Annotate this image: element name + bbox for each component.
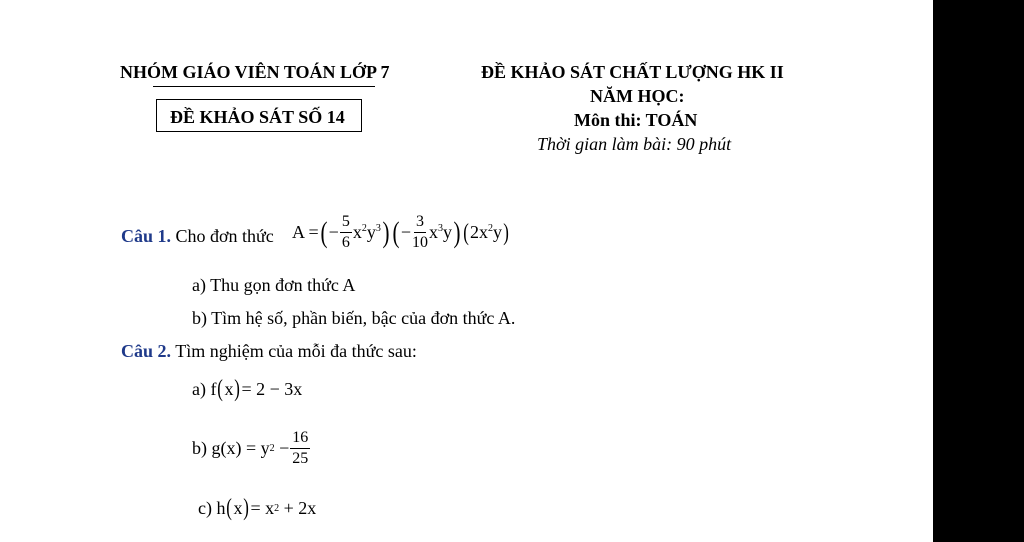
paren-open: (: [463, 219, 469, 246]
question1-part-a: a) Thu gọn đơn thức A: [192, 275, 356, 295]
part-b-minus: −: [279, 438, 290, 458]
question2-part-b: [192, 430, 311, 467]
exam-title: ĐỀ KHẢO SÁT CHẤT LƯỢNG HK II: [481, 62, 784, 82]
paren-open: (: [226, 495, 233, 521]
part-b-denominator: 25: [292, 450, 309, 467]
question1-label: Câu 1.: [121, 226, 172, 246]
part-c-arg: x: [233, 497, 243, 518]
part-c-func: h: [216, 497, 226, 518]
part-b-fraction: [290, 430, 310, 467]
paren-open: (: [392, 215, 400, 249]
f1-variables: $x^2y^3$: [352, 222, 381, 242]
school-underline: [153, 86, 375, 87]
f1-numerator: 5: [340, 214, 352, 233]
part-c-exponent: 2: [274, 502, 280, 514]
part-b-label: b): [192, 438, 207, 458]
f1-fraction: [340, 214, 352, 251]
part-a-label: a): [192, 378, 206, 399]
f2-variables: $x^3y$: [428, 222, 452, 242]
paren-close: ): [453, 215, 461, 249]
question1-formula: [292, 214, 510, 251]
question2-line: [121, 341, 417, 362]
f2-denominator: 10: [411, 234, 428, 251]
subject: Môn thi: TOÁN: [574, 110, 698, 130]
exam-number: ĐỀ KHẢO SÁT SỐ 14: [170, 107, 345, 127]
part-a-rhs: = 2 − 3x: [241, 378, 303, 399]
part-c-rhs-post: + 2x: [283, 497, 317, 518]
question1-text: Cho đơn thức: [175, 226, 274, 246]
formula-lhs: A =: [292, 222, 319, 242]
part-b-numerator: 16: [290, 430, 310, 449]
paren-close: ): [503, 219, 509, 246]
f3-variables: $2x^2y$: [469, 222, 502, 242]
duration: Thời gian làm bài: 90 phút: [537, 134, 732, 154]
paren-open: (: [320, 215, 328, 249]
part-b-exponent: 2: [269, 443, 275, 454]
part-a-arg: x: [224, 378, 234, 399]
part-a-func: f: [210, 378, 217, 399]
paren-close: ): [243, 495, 250, 521]
paren-close: ): [382, 215, 390, 249]
f2-sign: −: [400, 222, 411, 242]
question2-text: Tìm nghiệm của mỗi đa thức sau:: [175, 341, 417, 361]
f1-sign: −: [328, 222, 339, 242]
black-side-panel: [933, 0, 1024, 542]
part-c-rhs-pre: = x: [250, 497, 275, 518]
question2-part-a: [192, 377, 302, 401]
part-b-lhs: g(x) = y: [211, 438, 270, 458]
school-year: NĂM HỌC:: [590, 86, 685, 106]
question1-part-b: b) Tìm hệ số, phần biến, bậc của đơn thức A.: [192, 308, 516, 328]
part-c-label: c): [198, 497, 212, 518]
question2-part-c: [198, 496, 316, 520]
f2-numerator: 3: [414, 214, 426, 233]
question1-line: [121, 226, 274, 247]
paren-open: (: [217, 376, 224, 402]
school-name: NHÓM GIÁO VIÊN TOÁN LỚP 7: [120, 62, 390, 82]
paren-close: ): [234, 376, 241, 402]
question2-label: Câu 2.: [121, 341, 172, 361]
f2-fraction: [412, 214, 428, 251]
f1-denominator: 6: [341, 234, 350, 251]
